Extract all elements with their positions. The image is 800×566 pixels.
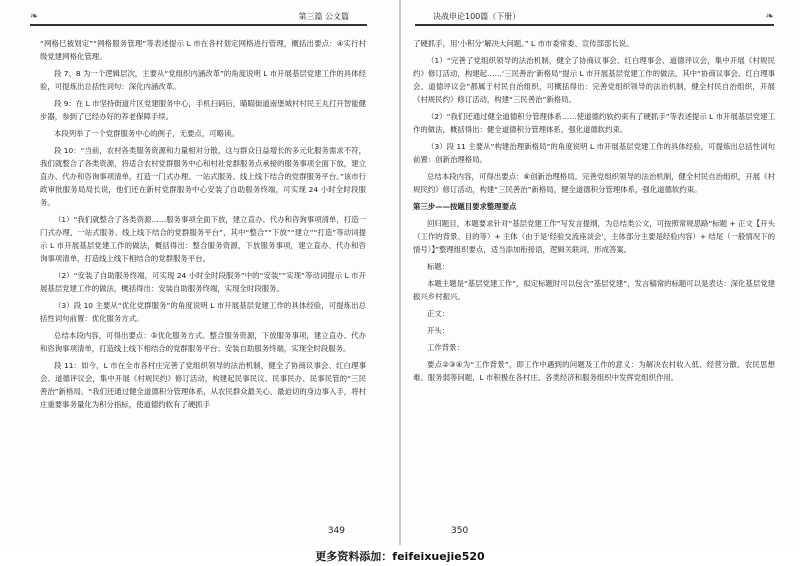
paragraph: （2）“我们还通过健全道德积分管理体系……使道德约软约束有了硬抓手”等表述提示 L 市开展基层党建工作的做法，概括得出：健全道德积分管理体系，强化道德软约束。 — [413, 112, 775, 134]
paragraph: 要点②③④为“工作背景”，即工作中遇到的问题及工作的意义：为解决农村收入低、经营分散、农民思想难、服务弱等问题，L 市积极在各村庄、各类经济和服务组织中发挥党组织作用。 — [413, 360, 775, 382]
paragraph: 开头： — [427, 326, 450, 335]
left-page-number: 349 — [327, 526, 345, 536]
paragraph: 了硬抓手，用‘小积分’解决大问题。” L 市市委常委、宣传部部长说。 — [413, 39, 634, 48]
left-header-label: 第三篇 公文篇 — [292, 10, 355, 24]
right-page-header — [415, 10, 774, 26]
right-page-number: 350 — [451, 526, 469, 536]
paragraph: 段 11：如今，L 市在全市各村庄完善了党组织领导的法治机制，健全了协商议事会、红白理事会、道德评议会，集中开展《村规民约》修订活动，构建起民事民议、民事民办、民事民管的“三民善治”新格局。“我们还通过健全道德积分管理体系，从农民群众最关心、最迫切的身边事入手，将村庄重要事务量化为积分指标，使道德约软有了硬抓手 — [40, 361, 366, 409]
header-ornament-icon: ❧ — [765, 11, 774, 22]
paragraph: 总结本段内容，可得出要点：⑤优化服务方式。整合服务资源，下放服务事项，建立直办、代办和咨询事项清单，打造线上线下相结合的党群服务平台；安装自助服务终端，实现全时段服务。 — [40, 331, 366, 353]
paragraph: （3）段 10 主要从“优化党群服务”的角度说明 L 市开展基层党建工作的具体经验，可提炼出总括性词句前置：优化服务方式。 — [40, 301, 366, 323]
paragraph: 段 10：“当前，农村各类服务资源和力量相对分散，这与群众日益增长的多元化服务需求不符，我们就整合了各类资源，将适合农村党群服务中心和村社党群服务点承接的服务事项全面下放，建立直办、代办和咨询事项清单，打造一门式办理、一站式服务、线上线下结合的党群服务平台。”该市行政审批服务局局长说，他们还在新村党群服务中心安装了自助服务终端，可实现 24 小时全时段服务。 — [40, 146, 366, 207]
paragraph: （3）段 11 主要从“构建治理新格局”的角度说明 L 市开展基层党建工作的具体经验，可提炼出总括性词句前置：创新治理格局。 — [413, 142, 775, 164]
paragraph: 总结本段内容，可得出要点：⑥创新治理格局。完善党组织领导的法治机制，健全村民自治组织，开展《村规民约》修订活动，构建“三民善治”新格局，健全道德积分管理体系，强化道德软约束。 — [413, 172, 775, 194]
section-heading: 第三步——按题目要求整理要点 — [413, 202, 517, 211]
paragraph: （2）“安装了自助服务终端，可实现 24 小时全时段服务”中的“安装”“实现”等动词提示 L 市开展基层党建工作的做法，概括得出：安装自助服务终端，实现全时段服务。 — [40, 271, 366, 293]
paragraph: 段 7、8 为一个逻辑层次，主要从“党组织内涵改革”的角度说明 L 市开展基层党建工作的具体经验，可提炼出总括性词句：深化内涵改革。 — [40, 69, 366, 91]
paragraph: 本题主题是“基层党建工作”，拟定标题时可以包含“基层党建”，发言稿常的标题可以是表达：深化基层党建 振兴乡村振兴。 — [413, 279, 775, 301]
paragraph: “网格巳被划定”“网格服务管理”等表述提示 L 市在各村划定网格进行管理，概括出要点：④实行村级党建网格化管理。 — [40, 39, 366, 61]
paragraph: 正文： — [427, 309, 450, 318]
paragraph: 回归题目，本题要求针对“基层党建工作”写发言提纲，为总结类公文，可按照常规思路“标题 + 正文【开头（工作的背景、目的等）+ 主体（由于是‘经验交流座谈会’，主体部分主要是经验内容）+ 结尾（一般情况下的情号）】”整理组织要点，适当添加衔接语，逻辑关联词，形成答案。 — [413, 219, 775, 254]
left-page-body — [40, 37, 366, 415]
left-page-header — [30, 10, 367, 26]
right-page-body — [413, 37, 775, 388]
paragraph: 标题： — [427, 262, 450, 271]
paragraph: 工作背景： — [427, 343, 464, 352]
paragraph: 本段列举了一个党群服务中心的例子，无要点，可略读。 — [54, 129, 239, 138]
right-page — [401, 0, 800, 545]
paragraph: 段 9：在 L 市坚持街道片区党建服务中心，手机扫码后，瞄瞄街道南堡城村村民王丸打开智能健步器，参到了已经办好的养老保障手续。 — [40, 99, 366, 121]
header-ornament-icon: ❧ — [30, 11, 39, 22]
right-header-label: 决战申论100篇（下册） — [427, 10, 526, 24]
left-page — [0, 0, 399, 545]
watermark-text: 更多资料添加：feifeixuejie520 — [315, 550, 485, 563]
paragraph: （1）“完善了党组织领导的法治机制，健全了协商议事会、红白理事会、道德评议会，集中开展《村规民约》修订活动，构建起……‘三民善治’新格局”提示 L 市开展基层党建工作的做法，其中“协商议事会、红白理事会、道德评议会”都属于村民自治组织，可概括得出：完善党组织领导的法治机制，健全村民自治组织，开展《村规民约》修订活动，构建“三民善治”新格局。 — [413, 56, 775, 104]
paragraph: （1）“我们就整合了各类资源……服务事项全面下放，建立直办、代办和咨询事项清单，打造一门式办理、一站式服务、线上线下结合的党群服务平台”，其中“整合”“下放”“建立”“打造”等动词提示 L 市开展基层党建工作的做法，概括得出：整合服务资源，下放服务事项，建立直办、代办和咨询事项清单，打造线上线下相结合的党群服务平台。 — [40, 215, 366, 263]
